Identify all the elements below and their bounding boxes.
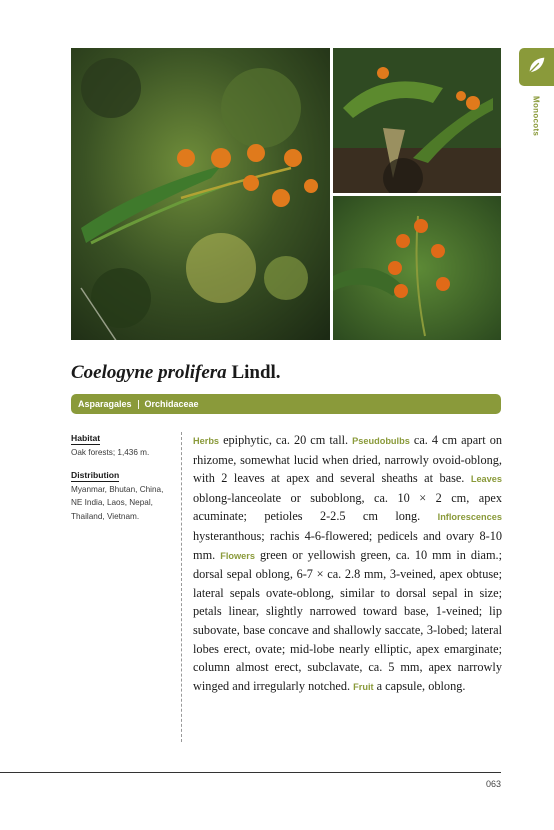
distribution-heading: Distribution xyxy=(71,469,120,480)
habitat-text: Oak forests; 1,436 m. xyxy=(71,448,150,457)
species-description xyxy=(193,431,502,696)
orchid-photo-main xyxy=(71,48,330,340)
species-author: Lindl. xyxy=(231,362,281,383)
info-sidebar xyxy=(71,432,177,532)
footer-rule xyxy=(0,772,501,773)
orchid-photo-inflorescence xyxy=(333,196,501,340)
section-tab xyxy=(519,48,554,86)
leaf-icon xyxy=(526,54,548,81)
desc-leaves: oblong-lanceolate or suboblong, ca. 10 × 2 cm, apex acuminate; petioles 2-2.5 cm long. xyxy=(193,490,502,524)
column-divider xyxy=(181,432,182,742)
habitat-heading: Habitat xyxy=(71,433,101,443)
desc-pseudobulbs: ca. 4 cm apart on rhizome, somewhat lucid when dried, narrowly ovoid-oblong, with 2 leaves at apex and several sheaths at base. xyxy=(193,433,502,486)
kw-leaves: Leaves xyxy=(470,474,502,485)
habitat-block xyxy=(71,432,177,460)
taxonomy-bar xyxy=(71,394,501,414)
desc-fruit: a capsule, oblong. xyxy=(373,678,466,693)
species-binomial: Coelogyne prolifera xyxy=(71,362,227,383)
kw-herbs: Herbs xyxy=(193,436,220,446)
orchid-photo-habit xyxy=(333,48,501,193)
distribution-block xyxy=(71,469,177,524)
desc-inflorescences: hysteranthous; rachis 4-6-flowered; pedicels and ovary 8-10 mm. xyxy=(193,528,502,562)
distribution-text: Myanmar, Bhutan, China, NE India, Laos, Nepal, Thailand, Vietnam. xyxy=(71,484,164,521)
desc-herbs: epiphytic, ca. 20 cm tall. xyxy=(219,433,353,447)
page-number: 063 xyxy=(485,779,501,789)
kw-inflorescences: Inflorescences xyxy=(437,512,502,523)
species-title xyxy=(71,362,281,384)
section-label: Monocots xyxy=(531,96,541,137)
desc-flowers: green or yellowish green, ca. 10 mm in diam.; dorsal sepal oblong, 6-7 × ca. 2.8 mm, 3-veined, apex obtuse; lateral sepals ovate-oblong, similar to dorsal sepal in size; petals linear, slightly narrowed toward base, 1-veined; lip subovate, base concave and shallowly saccate, 3-lobed; lateral lobes erect, ovate; mid-lobe nearly elliptic, apex emarginate; column almost erect, subclavate, ca. 5 mm, apex narrowly winged and irregularly notched. xyxy=(193,547,502,693)
kw-fruit: Fruit xyxy=(353,681,374,692)
order-label: Asparagales xyxy=(78,399,132,409)
taxonomy-separator xyxy=(138,400,139,409)
family-label: Orchidaceae xyxy=(144,399,199,409)
kw-pseudobulbs: Pseudobulbs xyxy=(352,436,410,446)
kw-flowers: Flowers xyxy=(220,550,255,561)
